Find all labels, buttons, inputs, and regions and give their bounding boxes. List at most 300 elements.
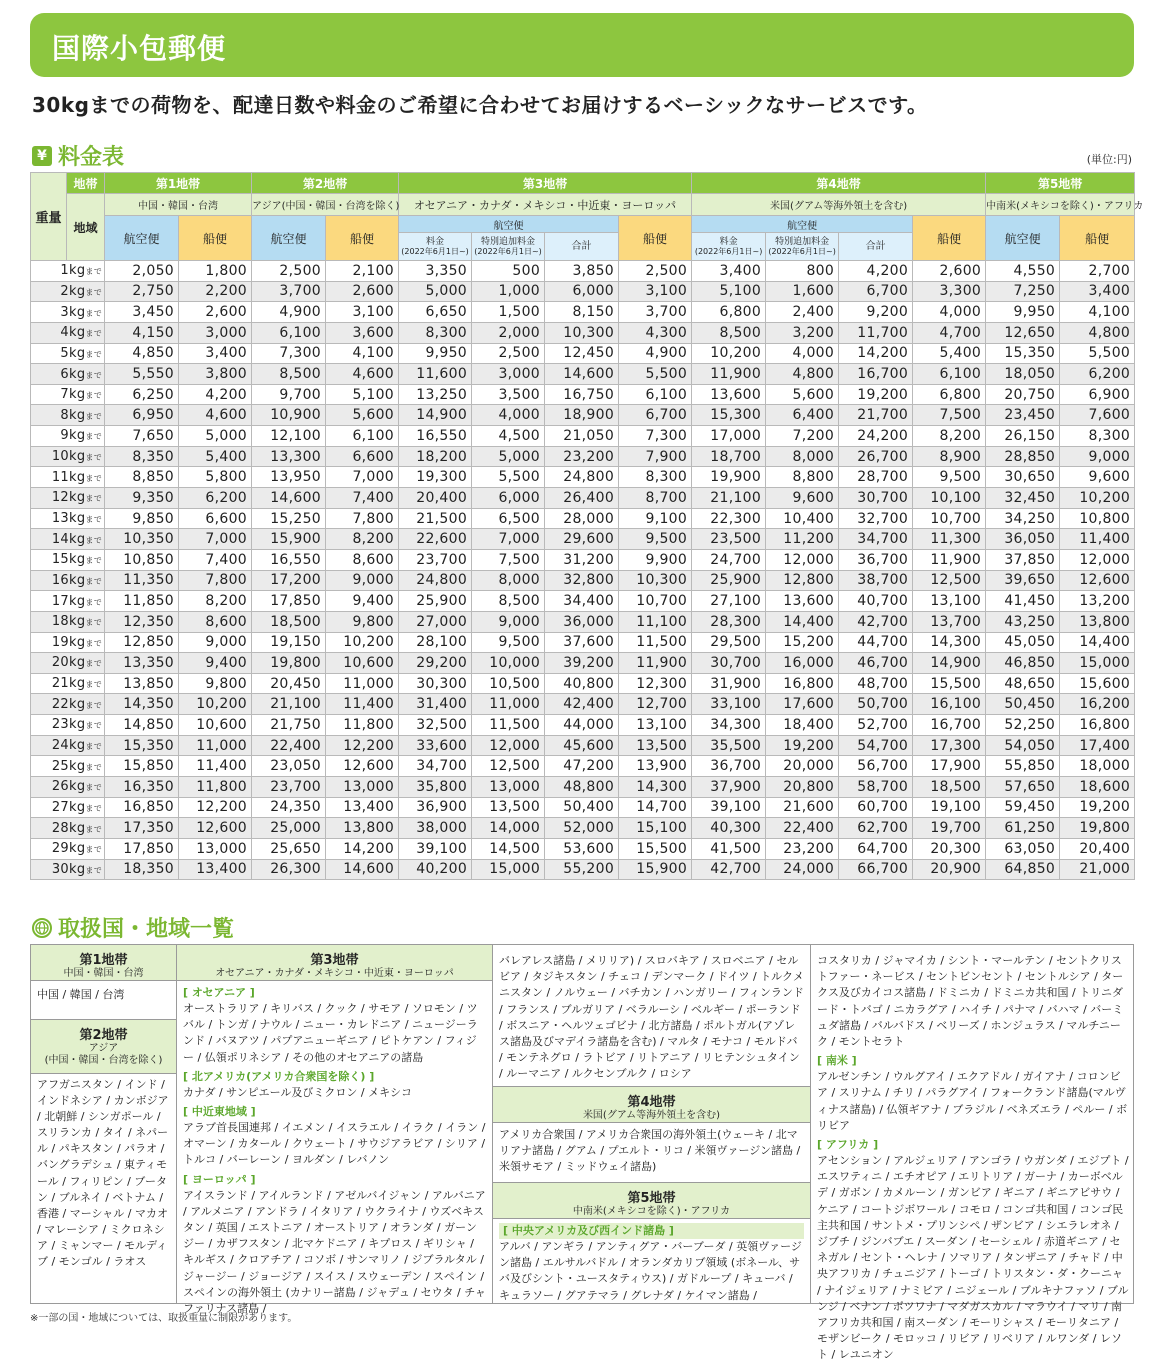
rate-cell: 20,750 bbox=[986, 384, 1060, 405]
rate-cell: 12,200 bbox=[326, 735, 399, 756]
rate-cell: 30,700 bbox=[839, 488, 913, 509]
zone2-header: 第2地帯 bbox=[252, 173, 399, 194]
weight-cell: 15kgまで bbox=[31, 549, 105, 570]
rate-cell: 9,100 bbox=[619, 508, 692, 529]
yen-icon: ¥ bbox=[32, 146, 52, 166]
zone5-dest: 中南米(メキシコを除く)・アフリカ bbox=[986, 194, 1135, 216]
rate-cell: 18,700 bbox=[692, 446, 766, 467]
rate-cell: 25,900 bbox=[692, 570, 766, 591]
rate-cell: 16,700 bbox=[913, 715, 986, 736]
rate-cell: 21,700 bbox=[839, 405, 913, 426]
rate-cell: 19,700 bbox=[913, 818, 986, 839]
rate-cell: 3,000 bbox=[179, 322, 252, 343]
rate-cell: 9,950 bbox=[399, 343, 472, 364]
north-america-countries: カナダ / サンピエール及びミクロン / メキシコ bbox=[183, 1085, 412, 1099]
rate-cell: 29,200 bbox=[399, 653, 472, 674]
rate-cell: 2,400 bbox=[766, 302, 839, 323]
zone3-surcharge-header: 特別追加料金 (2022年6月1日~) bbox=[472, 233, 545, 261]
rate-cell: 11,800 bbox=[179, 777, 252, 798]
rate-cell: 6,800 bbox=[692, 302, 766, 323]
weight-cell: 26kgまで bbox=[31, 777, 105, 798]
south-america-countries: アルゼンチン / ウルグアイ / エクアドル / ガイアナ / コロンビア / スリナム / チリ / パラグアイ / フォークランド諸島(マルヴィナス諸島) / 仏領ギアナ / ブラジル / ベネズエラ / ペルー / ボリビア bbox=[817, 1070, 1128, 1132]
rate-cell: 5,000 bbox=[399, 281, 472, 302]
rate-cell: 26,300 bbox=[252, 859, 326, 880]
rate-cell: 13,500 bbox=[619, 735, 692, 756]
table-row bbox=[31, 508, 1135, 529]
rate-cell: 13,800 bbox=[326, 818, 399, 839]
rate-cell: 66,700 bbox=[839, 859, 913, 880]
rate-cell: 20,900 bbox=[913, 859, 986, 880]
table-row bbox=[31, 281, 1135, 302]
rate-cell: 27,000 bbox=[399, 611, 472, 632]
table-row bbox=[31, 735, 1135, 756]
rate-cell: 8,300 bbox=[1060, 426, 1135, 447]
zone3-total-header: 合計 bbox=[545, 233, 619, 261]
rate-cell: 23,200 bbox=[545, 446, 619, 467]
rate-cell: 5,550 bbox=[105, 364, 179, 385]
weight-cell: 10kgまで bbox=[31, 446, 105, 467]
rate-cell: 14,200 bbox=[839, 343, 913, 364]
rate-cell: 9,900 bbox=[619, 549, 692, 570]
rate-cell: 8,500 bbox=[252, 364, 326, 385]
rate-cell: 54,700 bbox=[839, 735, 913, 756]
zone2-box-header: 第2地帯 アジア (中国・韓国・台湾を除く) bbox=[31, 1020, 176, 1074]
rate-cell: 15,900 bbox=[252, 529, 326, 550]
rate-cell: 7,300 bbox=[619, 426, 692, 447]
page-title: 国際小包郵便 bbox=[52, 32, 227, 65]
rate-cell: 7,400 bbox=[326, 488, 399, 509]
rate-cell: 9,000 bbox=[179, 632, 252, 653]
rate-cell: 13,350 bbox=[105, 653, 179, 674]
rate-cell: 16,750 bbox=[545, 384, 619, 405]
zone4-dest: 米国(グアム等海外領土を含む) bbox=[692, 194, 986, 216]
zone2-air-header: 航空便 bbox=[252, 216, 326, 261]
table-row bbox=[31, 859, 1135, 880]
zone3-column bbox=[177, 945, 493, 1316]
rate-cell: 8,150 bbox=[545, 302, 619, 323]
rate-cell: 22,300 bbox=[692, 508, 766, 529]
rate-cell: 4,600 bbox=[179, 405, 252, 426]
rate-cell: 10,200 bbox=[692, 343, 766, 364]
rate-cell: 9,500 bbox=[472, 632, 545, 653]
rate-cell: 12,450 bbox=[545, 343, 619, 364]
rate-cell: 14,400 bbox=[766, 611, 839, 632]
table-row bbox=[31, 777, 1135, 798]
rate-cell: 19,800 bbox=[1060, 818, 1135, 839]
rate-cell: 10,300 bbox=[619, 570, 692, 591]
rate-cell: 37,900 bbox=[692, 777, 766, 798]
rate-cell: 16,700 bbox=[839, 364, 913, 385]
rate-cell: 12,800 bbox=[766, 570, 839, 591]
rate-cell: 4,800 bbox=[766, 364, 839, 385]
rate-cell: 3,500 bbox=[472, 384, 545, 405]
rate-cell: 11,350 bbox=[105, 570, 179, 591]
rate-cell: 39,100 bbox=[399, 838, 472, 859]
rate-cell: 9,400 bbox=[179, 653, 252, 674]
rate-cell: 2,200 bbox=[179, 281, 252, 302]
rate-cell: 22,400 bbox=[252, 735, 326, 756]
rate-cell: 11,000 bbox=[472, 694, 545, 715]
rate-cell: 14,850 bbox=[105, 715, 179, 736]
table-row bbox=[31, 818, 1135, 839]
africa-countries: アセンション / アルジェリア / アンゴラ / ウガンダ / エジプト / エスワティニ / エチオピア / エリトリア / ガーナ / カーボベルデ / ガボン / カメルーン / ガンビア / ギニア / ギニアビサウ / ケニア / コートジボワール / コモロ / コンゴ共和国 / コンゴ民主共和国 / サントメ・プリンシペ / ザンビア / シエラレオネ / ジブチ / ジンバブエ / スーダン / セーシェル / 赤道ギニア / セネガル / セント・ヘレナ / ソマリア / タンザニア / チャド / 中央アフリカ / チュニジア / トーゴ / トリスタン・ダ・クーニャ / ナイジェリア / ナミビア / ニジェール / ブルキナファソ / ブルンジ / ベナン / ボツワナ / マダガスカル / マラウイ / マリ / 南アフリカ共和国 / 南スーダン / モーリシャス / モーリタニア / モザンビーク / モロッコ / リビア / リベリア / ルワンダ / レソト / レユニオン bbox=[817, 1154, 1129, 1362]
rate-cell: 6,650 bbox=[399, 302, 472, 323]
table-row bbox=[31, 364, 1135, 385]
rate-cell: 28,700 bbox=[839, 467, 913, 488]
rate-cell: 2,050 bbox=[105, 261, 179, 282]
zone1-ship-header: 船便 bbox=[179, 216, 252, 261]
rate-cell: 10,700 bbox=[619, 591, 692, 612]
rate-cell: 39,650 bbox=[986, 570, 1060, 591]
rate-cell: 24,200 bbox=[839, 426, 913, 447]
rate-cell: 3,700 bbox=[619, 302, 692, 323]
rate-cell: 13,600 bbox=[766, 591, 839, 612]
weight-header: 重量 bbox=[31, 173, 67, 261]
rate-cell: 14,600 bbox=[326, 859, 399, 880]
weight-cell: 29kgまで bbox=[31, 838, 105, 859]
rate-cell: 10,850 bbox=[105, 549, 179, 570]
rate-cell: 20,450 bbox=[252, 673, 326, 694]
rate-cell: 32,800 bbox=[545, 570, 619, 591]
rate-cell: 6,700 bbox=[839, 281, 913, 302]
rate-cell: 55,200 bbox=[545, 859, 619, 880]
rate-cell: 5,800 bbox=[179, 467, 252, 488]
weight-cell: 3kgまで bbox=[31, 302, 105, 323]
north-america-label: [ 北アメリカ(アメリカ合衆国を除く) ] bbox=[183, 1069, 375, 1083]
rate-cell: 50,700 bbox=[839, 694, 913, 715]
rate-cell: 9,400 bbox=[326, 591, 399, 612]
rate-cell: 18,500 bbox=[252, 611, 326, 632]
weight-cell: 22kgまで bbox=[31, 694, 105, 715]
rate-cell: 36,900 bbox=[399, 797, 472, 818]
rate-cell: 5,100 bbox=[692, 281, 766, 302]
rate-cell: 12,300 bbox=[619, 673, 692, 694]
rate-cell: 34,700 bbox=[399, 756, 472, 777]
rate-cell: 4,100 bbox=[326, 343, 399, 364]
zone1-header: 第1地帯 bbox=[105, 173, 252, 194]
rate-cell: 21,100 bbox=[252, 694, 326, 715]
rate-cell: 10,900 bbox=[252, 405, 326, 426]
rate-cell: 24,800 bbox=[545, 467, 619, 488]
globe-icon bbox=[32, 918, 52, 938]
table-row bbox=[31, 838, 1135, 859]
rate-cell: 2,600 bbox=[179, 302, 252, 323]
zone4-total-header: 合計 bbox=[839, 233, 913, 261]
rate-cell: 42,700 bbox=[692, 859, 766, 880]
rate-cell: 1,800 bbox=[179, 261, 252, 282]
europe-countries-continued: バレアレス諸島 / メリリア) / スロバキア / スロベニア / セルビア / タジキスタン / チェコ / デンマーク / ドイツ / トルクメニスタン / ノルウェー / バチカン / ハンガリー / フィンランド / フランス / ブルガリア / ベラルーシ / ベルギー / ポーランド / ボスニア・ヘルツェゴビナ / 北方諸島 / ポルトガル(アゾレス諸島及びマデイラ諸島を含む) / マルタ / モナコ / モルドバ / モンテネグロ / ラトビア / リトアニア / リヒテンシュタイン / ルーマニア / ルクセンブルク / ロシア bbox=[493, 945, 810, 1087]
rate-cell: 11,800 bbox=[326, 715, 399, 736]
rate-cell: 9,500 bbox=[913, 467, 986, 488]
rate-cell: 39,200 bbox=[545, 653, 619, 674]
rate-cell: 4,200 bbox=[839, 261, 913, 282]
rate-cell: 17,850 bbox=[105, 838, 179, 859]
rate-cell: 2,600 bbox=[913, 261, 986, 282]
rate-cell: 20,400 bbox=[1060, 838, 1135, 859]
rate-cell: 56,700 bbox=[839, 756, 913, 777]
table-row bbox=[31, 322, 1135, 343]
rate-cell: 14,700 bbox=[619, 797, 692, 818]
rate-cell: 17,350 bbox=[105, 818, 179, 839]
rate-cell: 28,100 bbox=[399, 632, 472, 653]
table-row bbox=[31, 446, 1135, 467]
middle-east-countries: アラブ首長国連邦 / イエメン / イスラエル / イラク / イラン / オマーン / カタール / クウェート / サウジアラビア / シリア / トルコ / バーレーン / ヨルダン / レバノン bbox=[183, 1121, 486, 1167]
rate-cell: 33,600 bbox=[399, 735, 472, 756]
rate-cell: 4,000 bbox=[913, 302, 986, 323]
table-row bbox=[31, 426, 1135, 447]
rate-cell: 64,700 bbox=[839, 838, 913, 859]
rate-cell: 6,500 bbox=[472, 508, 545, 529]
rate-cell: 20,300 bbox=[913, 838, 986, 859]
rate-cell: 3,700 bbox=[252, 281, 326, 302]
weight-cell: 11kgまで bbox=[31, 467, 105, 488]
rate-cell: 11,900 bbox=[619, 653, 692, 674]
rate-cell: 22,400 bbox=[766, 818, 839, 839]
rate-cell: 64,850 bbox=[986, 859, 1060, 880]
oceania-label: [ オセアニア ] bbox=[183, 986, 255, 999]
rate-cell: 12,200 bbox=[179, 797, 252, 818]
rate-cell: 15,250 bbox=[252, 508, 326, 529]
weight-cell: 17kgまで bbox=[31, 591, 105, 612]
rate-cell: 12,600 bbox=[1060, 570, 1135, 591]
rate-cell: 4,000 bbox=[766, 343, 839, 364]
rate-cell: 7,250 bbox=[986, 281, 1060, 302]
rate-cell: 24,350 bbox=[252, 797, 326, 818]
rate-cell: 35,500 bbox=[692, 735, 766, 756]
rate-cell: 28,000 bbox=[545, 508, 619, 529]
rate-cell: 63,050 bbox=[986, 838, 1060, 859]
rate-cell: 4,600 bbox=[326, 364, 399, 385]
rate-cell: 36,000 bbox=[545, 611, 619, 632]
rate-cell: 10,350 bbox=[105, 529, 179, 550]
rate-cell: 6,900 bbox=[1060, 384, 1135, 405]
footnote: ※一部の国・地域については、取扱重量に制限があります。 bbox=[30, 1313, 298, 1324]
rate-cell: 19,150 bbox=[252, 632, 326, 653]
rate-cell: 46,700 bbox=[839, 653, 913, 674]
table-row bbox=[31, 756, 1135, 777]
rate-cell: 13,000 bbox=[326, 777, 399, 798]
rate-cell: 8,500 bbox=[692, 322, 766, 343]
rate-cell: 29,500 bbox=[692, 632, 766, 653]
rate-cell: 12,000 bbox=[1060, 549, 1135, 570]
rate-cell: 11,900 bbox=[913, 549, 986, 570]
table-row bbox=[31, 797, 1135, 818]
rate-cell: 12,000 bbox=[472, 735, 545, 756]
rate-cell: 21,750 bbox=[252, 715, 326, 736]
middle-east-label: [ 中近東地域 ] bbox=[183, 1105, 256, 1119]
rate-cell: 6,100 bbox=[252, 322, 326, 343]
rate-cell: 42,700 bbox=[839, 611, 913, 632]
rate-cell: 40,200 bbox=[399, 859, 472, 880]
rate-cell: 19,200 bbox=[839, 384, 913, 405]
rate-cell: 9,350 bbox=[105, 488, 179, 509]
rate-cell: 11,100 bbox=[619, 611, 692, 632]
rate-cell: 52,250 bbox=[986, 715, 1060, 736]
unit-label: (単位:円) bbox=[1086, 153, 1132, 166]
rate-cell: 19,900 bbox=[692, 467, 766, 488]
rates-section-title: 料金表 bbox=[58, 145, 125, 170]
zone2-countries: アフガニスタン / インド / インドネシア / カンボジア / 北朝鮮 / シンガポール / スリランカ / タイ / ネパール / パキスタン / パラオ / バングラデシュ / 東ティモール / フィリピン / ブータン / ブルネイ / ベトナム / 香港 / マーシャル / マカオ / マレーシア / ミクロネシア / ミャンマー / モルディブ / モンゴル / ラオス bbox=[37, 1078, 169, 1269]
rate-cell: 8,500 bbox=[472, 591, 545, 612]
rate-cell: 3,850 bbox=[545, 261, 619, 282]
rate-cell: 8,000 bbox=[472, 570, 545, 591]
rate-cell: 5,600 bbox=[766, 384, 839, 405]
rate-cell: 8,900 bbox=[913, 446, 986, 467]
zone4-countries: アメリカ合衆国 / アメリカ合衆国の海外領土(ウェーキ / 北マリアナ諸島 / グアム / プエルト・リコ / 米領ヴァージン諸島 / 米領サモア / ミッドウェイ諸島) bbox=[493, 1123, 810, 1183]
zone3-ship-header: 船便 bbox=[619, 216, 692, 261]
rate-cell: 3,400 bbox=[1060, 281, 1135, 302]
zone4-ship-header: 船便 bbox=[913, 216, 986, 261]
rate-cell: 9,600 bbox=[1060, 467, 1135, 488]
zone4-surcharge-header: 特別追加料金 (2022年6月1日~) bbox=[766, 233, 839, 261]
rate-cell: 18,200 bbox=[399, 446, 472, 467]
rate-cell: 8,850 bbox=[105, 467, 179, 488]
rate-cell: 3,800 bbox=[179, 364, 252, 385]
oceania-countries: オーストラリア / キリバス / クック / サモア / ソロモン / ツバル / トンガ / ナウル / ニュー・カレドニア / ニュージーランド / バヌアツ / パプアニューギニア / ピトケアン / フィジー / 仏領ポリネシア / その他のオセアニアの諸島 bbox=[183, 1002, 478, 1064]
rate-cell: 38,700 bbox=[839, 570, 913, 591]
zone3-4-5-column bbox=[493, 945, 811, 1303]
europe-label: [ ヨーロッパ ] bbox=[183, 1172, 256, 1186]
weight-cell: 8kgまで bbox=[31, 405, 105, 426]
rate-cell: 11,400 bbox=[179, 756, 252, 777]
rate-cell: 4,550 bbox=[986, 261, 1060, 282]
rate-cell: 20,000 bbox=[766, 756, 839, 777]
rate-cell: 19,100 bbox=[913, 797, 986, 818]
table-row bbox=[31, 694, 1135, 715]
rate-cell: 13,200 bbox=[1060, 591, 1135, 612]
rate-cell: 3,400 bbox=[179, 343, 252, 364]
countries-section-title: 取扱国・地域一覧 bbox=[58, 917, 235, 942]
weight-cell: 24kgまで bbox=[31, 735, 105, 756]
rate-cell: 23,700 bbox=[399, 549, 472, 570]
central-america-countries-continued: コスタリカ / ジャマイカ / シント・マールテン / セントクリストファー・ネービス / セントビンセント / セントルシア / タークス及びカイコス諸島 / ドミニカ / ドミニカ共和国 / トリニダード・トバゴ / ニカラグア / ハイチ / パナマ / バハマ / バーミュダ諸島 / バルバドス / ベリーズ / ホンジュラス / マルチニーク / モントセラト bbox=[817, 954, 1124, 1049]
rate-cell: 12,500 bbox=[472, 756, 545, 777]
rate-cell: 59,450 bbox=[986, 797, 1060, 818]
rate-cell: 29,600 bbox=[545, 529, 619, 550]
rate-cell: 19,300 bbox=[399, 467, 472, 488]
rate-cell: 11,500 bbox=[619, 632, 692, 653]
rate-cell: 11,200 bbox=[766, 529, 839, 550]
table-row bbox=[31, 549, 1135, 570]
rate-cell: 15,100 bbox=[619, 818, 692, 839]
rate-cell: 7,500 bbox=[913, 405, 986, 426]
zone1-countries: 中国 / 韓国 / 台湾 bbox=[31, 981, 176, 1020]
rate-cell: 44,000 bbox=[545, 715, 619, 736]
rate-cell: 15,500 bbox=[619, 838, 692, 859]
rate-cell: 15,850 bbox=[105, 756, 179, 777]
rate-cell: 17,000 bbox=[692, 426, 766, 447]
rate-cell: 2,100 bbox=[326, 261, 399, 282]
rate-cell: 10,400 bbox=[766, 508, 839, 529]
rate-cell: 800 bbox=[766, 261, 839, 282]
weight-cell: 5kgまで bbox=[31, 343, 105, 364]
rate-cell: 9,600 bbox=[766, 488, 839, 509]
rate-cell: 8,200 bbox=[179, 591, 252, 612]
rate-cell: 14,300 bbox=[619, 777, 692, 798]
rate-cell: 32,500 bbox=[399, 715, 472, 736]
rate-cell: 4,300 bbox=[619, 322, 692, 343]
rate-cell: 14,500 bbox=[472, 838, 545, 859]
table-row bbox=[31, 529, 1135, 550]
rate-cell: 23,450 bbox=[986, 405, 1060, 426]
rate-cell: 10,100 bbox=[913, 488, 986, 509]
rate-cell: 10,200 bbox=[1060, 488, 1135, 509]
rate-cell: 8,700 bbox=[619, 488, 692, 509]
rate-cell: 57,650 bbox=[986, 777, 1060, 798]
rate-cell: 3,000 bbox=[472, 364, 545, 385]
table-row bbox=[31, 611, 1135, 632]
table-row bbox=[31, 384, 1135, 405]
rate-cell: 6,700 bbox=[619, 405, 692, 426]
rate-cell: 11,000 bbox=[179, 735, 252, 756]
rate-cell: 7,000 bbox=[326, 467, 399, 488]
zone1-2-column bbox=[31, 945, 177, 1303]
rate-cell: 50,400 bbox=[545, 797, 619, 818]
weight-cell: 21kgまで bbox=[31, 673, 105, 694]
rate-cell: 23,050 bbox=[252, 756, 326, 777]
rate-cell: 9,000 bbox=[472, 611, 545, 632]
rate-cell: 40,800 bbox=[545, 673, 619, 694]
rate-cell: 50,450 bbox=[986, 694, 1060, 715]
rate-cell: 7,800 bbox=[179, 570, 252, 591]
zone5-ship-header: 船便 bbox=[1060, 216, 1135, 261]
rate-cell: 39,100 bbox=[692, 797, 766, 818]
rate-cell: 7,500 bbox=[472, 549, 545, 570]
rate-cell: 12,100 bbox=[252, 426, 326, 447]
rate-cell: 4,800 bbox=[1060, 322, 1135, 343]
rate-cell: 8,800 bbox=[766, 467, 839, 488]
rate-cell: 12,650 bbox=[986, 322, 1060, 343]
title-banner bbox=[30, 13, 1134, 77]
rate-cell: 48,650 bbox=[986, 673, 1060, 694]
rate-cell: 13,250 bbox=[399, 384, 472, 405]
rate-cell: 6,600 bbox=[326, 446, 399, 467]
rate-cell: 1,500 bbox=[472, 302, 545, 323]
rate-cell: 58,700 bbox=[839, 777, 913, 798]
central-america-countries: アルバ / アンギラ / アンティグア・バーブーダ / 英領ヴァージン諸島 / エルサルバドル / オランダカリブ領域 (ボネール、サバ及びシント・ユースタティウス) / ガドループ / キューバ / キュラソー / グアテマラ / グレナダ / ケイマン諸島 / bbox=[499, 1240, 802, 1302]
zone5-air-header: 航空便 bbox=[986, 216, 1060, 261]
rate-cell: 20,800 bbox=[766, 777, 839, 798]
rate-cell: 46,850 bbox=[986, 653, 1060, 674]
rate-cell: 13,000 bbox=[472, 777, 545, 798]
south-america-label: [ 南米 ] bbox=[817, 1054, 857, 1068]
rate-cell: 9,700 bbox=[252, 384, 326, 405]
rate-cell: 16,800 bbox=[1060, 715, 1135, 736]
zone5-box-header: 第5地帯 中南米(メキシコを除く)・アフリカ bbox=[493, 1183, 810, 1219]
rate-table bbox=[30, 172, 1144, 880]
rate-cell: 11,900 bbox=[692, 364, 766, 385]
rate-cell: 12,850 bbox=[105, 632, 179, 653]
rate-cell: 15,900 bbox=[619, 859, 692, 880]
rate-cell: 6,100 bbox=[326, 426, 399, 447]
rate-cell: 15,300 bbox=[692, 405, 766, 426]
rate-cell: 16,850 bbox=[105, 797, 179, 818]
zone2-dest: アジア(中国・韓国・台湾を除く) bbox=[252, 194, 399, 216]
rate-cell: 6,100 bbox=[913, 364, 986, 385]
rate-cell: 15,350 bbox=[105, 735, 179, 756]
rate-cell: 21,500 bbox=[399, 508, 472, 529]
rate-cell: 5,000 bbox=[179, 426, 252, 447]
rate-cell: 3,100 bbox=[619, 281, 692, 302]
rate-cell: 9,800 bbox=[179, 673, 252, 694]
rate-cell: 10,000 bbox=[472, 653, 545, 674]
rate-cell: 2,000 bbox=[472, 322, 545, 343]
rate-cell: 10,200 bbox=[326, 632, 399, 653]
rate-cell: 23,500 bbox=[692, 529, 766, 550]
intro-text: 30kgまでの荷物を、配達日数や料金のご希望に合わせてお届けするベーシックなサービスです。 bbox=[32, 93, 928, 117]
rate-cell: 34,700 bbox=[839, 529, 913, 550]
rate-cell: 37,850 bbox=[986, 549, 1060, 570]
